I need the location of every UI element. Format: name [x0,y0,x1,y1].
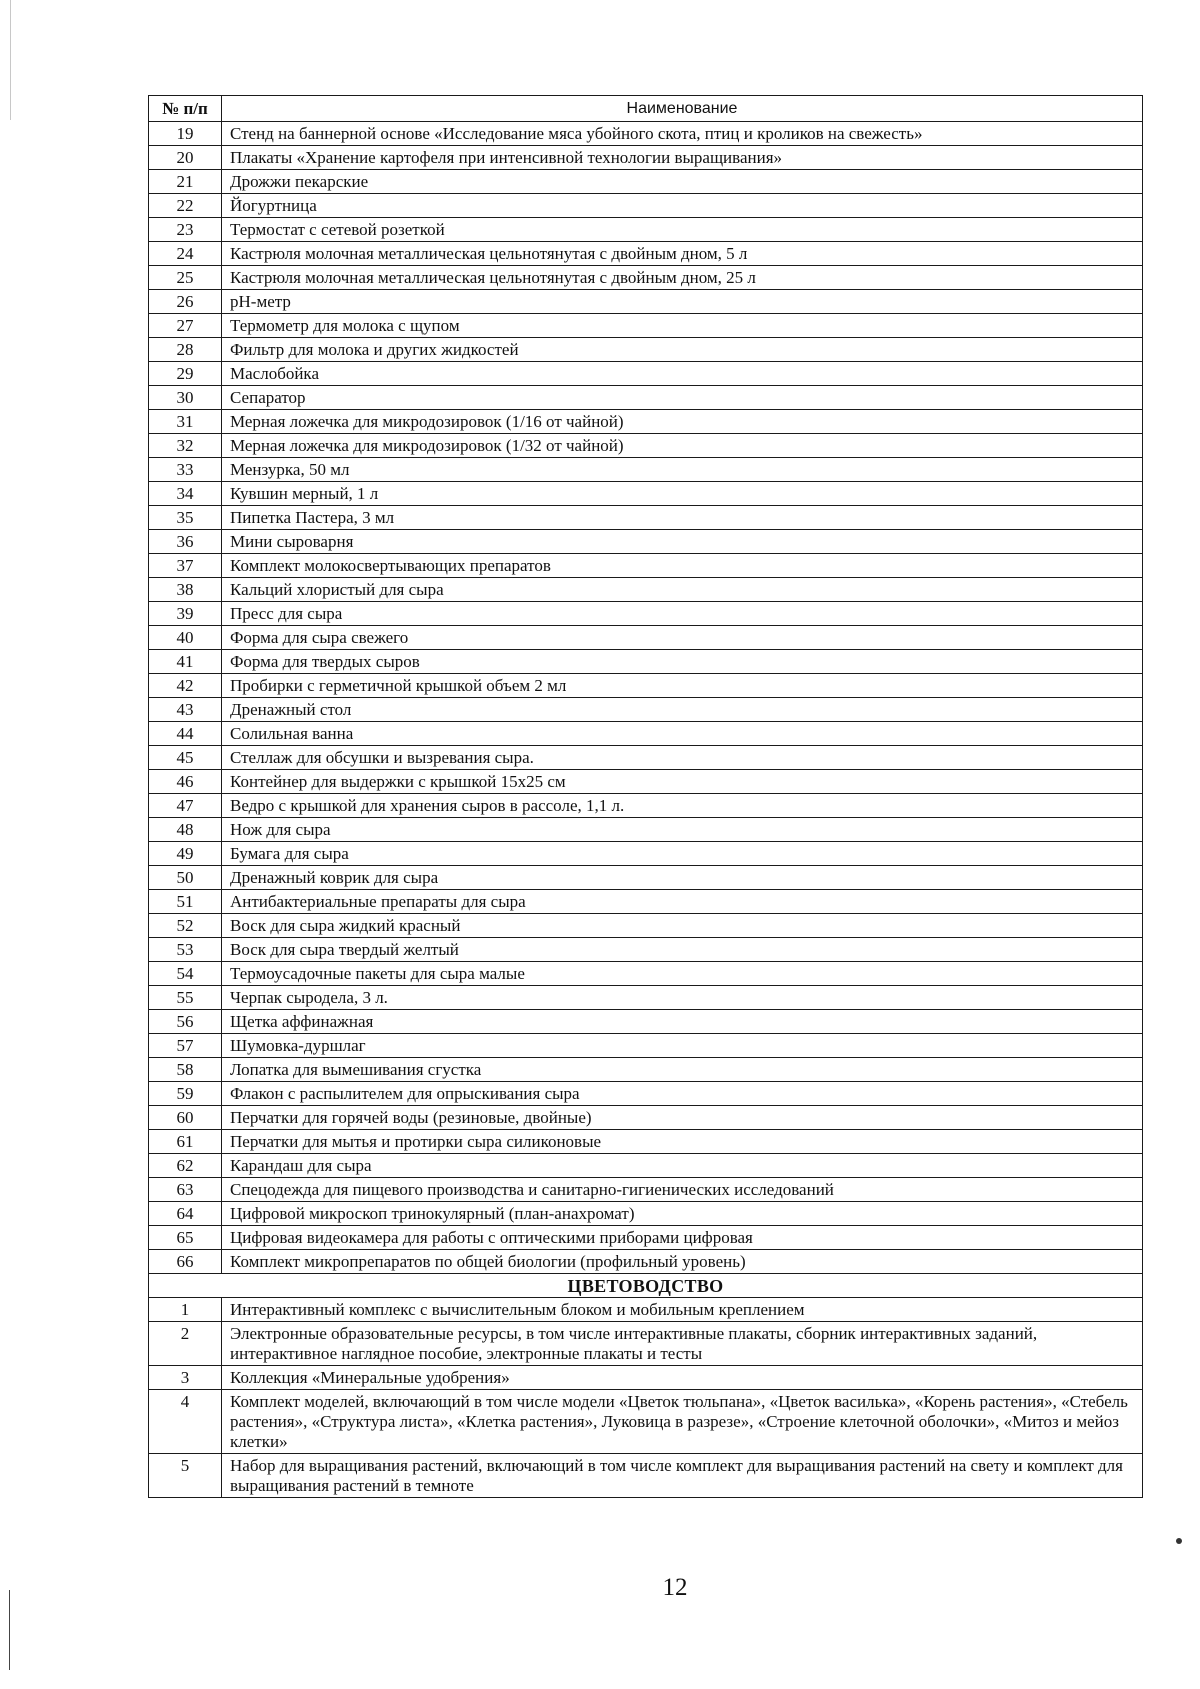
scan-edge-top [10,0,11,120]
row-name: Ведро с крышкой для хранения сыров в рассоле, 1,1 л. [222,794,1143,818]
table-row [149,890,1143,914]
row-number: 42 [149,674,222,698]
row-number: 61 [149,1130,222,1154]
table-body-main [149,122,1143,1274]
row-number: 39 [149,602,222,626]
row-name: Антибактериальные препараты для сыра [222,890,1143,914]
table-row [149,1178,1143,1202]
table-row [149,530,1143,554]
table-row [149,290,1143,314]
row-name: Воск для сыра твердый желтый [222,938,1143,962]
table-row [149,434,1143,458]
row-number: 64 [149,1202,222,1226]
row-number: 35 [149,506,222,530]
table-row [149,938,1143,962]
table-row [149,698,1143,722]
table-row [149,314,1143,338]
row-number: 55 [149,986,222,1010]
table-body-section [149,1298,1143,1498]
table-row [149,506,1143,530]
table-row [149,842,1143,866]
row-number: 49 [149,842,222,866]
row-name: Флакон с распылителем для опрыскивания сыра [222,1082,1143,1106]
table-row [149,1154,1143,1178]
section-title-row [149,1274,1143,1298]
row-name: Пипетка Пастера, 3 мл [222,506,1143,530]
row-name: Дренажный стол [222,698,1143,722]
table-row [149,338,1143,362]
row-name: Черпак сыродела, 3 л. [222,986,1143,1010]
table-row [149,1298,1143,1322]
row-number: 51 [149,890,222,914]
row-number: 29 [149,362,222,386]
row-number: 3 [149,1366,222,1390]
table-row [149,1226,1143,1250]
row-name: Перчатки для мытья и протирки сыра силиконовые [222,1130,1143,1154]
table-row [149,482,1143,506]
table-row [149,362,1143,386]
table-row [149,1366,1143,1390]
row-name: Форма для твердых сыров [222,650,1143,674]
row-number: 31 [149,410,222,434]
row-name: Пробирки с герметичной крышкой объем 2 мл [222,674,1143,698]
row-number: 28 [149,338,222,362]
column-header-number: № п/п [149,96,222,122]
row-name: Солильная ванна [222,722,1143,746]
row-number: 43 [149,698,222,722]
row-name: Шумовка-дуршлаг [222,1034,1143,1058]
row-number: 58 [149,1058,222,1082]
row-number: 26 [149,290,222,314]
row-number: 23 [149,218,222,242]
row-name: Мерная ложечка для микродозировок (1/16 от чайной) [222,410,1143,434]
row-number: 27 [149,314,222,338]
row-number: 5 [149,1454,222,1498]
row-number: 44 [149,722,222,746]
table-row [149,218,1143,242]
table-row [149,1390,1143,1454]
row-name: Лопатка для вымешивания сгустка [222,1058,1143,1082]
table-section [149,1274,1143,1298]
row-number: 21 [149,170,222,194]
row-number: 63 [149,1178,222,1202]
row-name: Бумага для сыра [222,842,1143,866]
table-row [149,458,1143,482]
table-row [149,602,1143,626]
row-number: 62 [149,1154,222,1178]
row-number: 34 [149,482,222,506]
row-name: Цифровой микроскоп тринокулярный (план-анахромат) [222,1202,1143,1226]
table-row [149,1106,1143,1130]
row-name: Коллекция «Минеральные удобрения» [222,1366,1143,1390]
row-name: Фильтр для молока и других жидкостей [222,338,1143,362]
row-number: 19 [149,122,222,146]
row-name: Стеллаж для обсушки и вызревания сыра. [222,746,1143,770]
row-name: Стенд на баннерной основе «Исследование мяса убойного скота, птиц и кроликов на свежесть» [222,122,1143,146]
table-row [149,650,1143,674]
table-row [149,746,1143,770]
row-name: Дренажный коврик для сыра [222,866,1143,890]
row-number: 41 [149,650,222,674]
table-row [149,794,1143,818]
row-name: Электронные образовательные ресурсы, в том числе интерактивные плакаты, сборник интерактивных заданий, интерактивное наглядное пособие, электронные плакаты и тесты [222,1322,1143,1366]
row-name: Дрожжи пекарские [222,170,1143,194]
row-number: 36 [149,530,222,554]
row-number: 38 [149,578,222,602]
row-name: Пресс для сыра [222,602,1143,626]
table-row [149,578,1143,602]
table-row [149,986,1143,1010]
table-row [149,962,1143,986]
page-number: 12 [662,1574,688,1601]
table-row [149,1322,1143,1366]
row-name: Воск для сыра жидкий красный [222,914,1143,938]
row-name: Мини сыроварня [222,530,1143,554]
table-row [149,554,1143,578]
table-row [149,386,1143,410]
row-name: Форма для сыра свежего [222,626,1143,650]
row-number: 46 [149,770,222,794]
row-name: Кальций хлористый для сыра [222,578,1143,602]
row-number: 1 [149,1298,222,1322]
row-number: 2 [149,1322,222,1366]
row-name: Кастрюля молочная металлическая цельнотянутая с двойным дном, 25 л [222,266,1143,290]
row-name: Нож для сыра [222,818,1143,842]
row-number: 48 [149,818,222,842]
table-row [149,626,1143,650]
table-row [149,410,1143,434]
row-number: 37 [149,554,222,578]
row-number: 47 [149,794,222,818]
scan-mark [1176,1538,1182,1544]
row-name: Маслобойка [222,362,1143,386]
column-header-name: Наименование [222,96,1143,122]
table-row [149,1082,1143,1106]
row-name: Комплект молокосвертывающих препаратов [222,554,1143,578]
row-name: Карандаш для сыра [222,1154,1143,1178]
table-header-row [149,96,1143,122]
row-number: 32 [149,434,222,458]
table-row [149,770,1143,794]
row-name: Комплект микропрепаратов по общей биологии (профильный уровень) [222,1250,1143,1274]
table-row [149,242,1143,266]
row-name: Перчатки для горячей воды (резиновые, двойные) [222,1106,1143,1130]
scan-edge-bottom [9,1590,10,1670]
row-name: Мерная ложечка для микродозировок (1/32 от чайной) [222,434,1143,458]
row-number: 53 [149,938,222,962]
table-row [149,722,1143,746]
equipment-table [148,95,1143,1498]
row-number: 24 [149,242,222,266]
row-name: Мензурка, 50 мл [222,458,1143,482]
row-name: Интерактивный комплекс с вычислительным блоком и мобильным креплением [222,1298,1143,1322]
table-row [149,674,1143,698]
table-row [149,1454,1143,1498]
row-name: Термометр для молока с щупом [222,314,1143,338]
row-name: Плакаты «Хранение картофеля при интенсивной технологии выращивания» [222,146,1143,170]
table-row [149,866,1143,890]
row-name: Цифровая видеокамера для работы с оптическими приборами цифровая [222,1226,1143,1250]
table-row [149,194,1143,218]
row-number: 45 [149,746,222,770]
table-row [149,914,1143,938]
row-name: Контейнер для выдержки с крышкой 15х25 см [222,770,1143,794]
row-number: 33 [149,458,222,482]
row-name: Сепаратор [222,386,1143,410]
row-number: 65 [149,1226,222,1250]
row-number: 50 [149,866,222,890]
row-number: 57 [149,1034,222,1058]
row-number: 60 [149,1106,222,1130]
row-number: 59 [149,1082,222,1106]
table-row [149,1250,1143,1274]
row-number: 56 [149,1010,222,1034]
table-row [149,818,1143,842]
row-name: Комплект моделей, включающий в том числе модели «Цветок тюльпана», «Цветок василька», «Корень растения», «Стебель растения», «Структура листа», «Клетка растения», Луковица в разрезе», «Строение клеточной оболочки», «Митоз и мейоз клетки» [222,1390,1143,1454]
table-row [149,1058,1143,1082]
row-number: 52 [149,914,222,938]
row-name: Йогуртница [222,194,1143,218]
row-number: 54 [149,962,222,986]
row-number: 30 [149,386,222,410]
row-number: 22 [149,194,222,218]
row-number: 4 [149,1390,222,1454]
table-row [149,146,1143,170]
row-number: 40 [149,626,222,650]
row-name: Кастрюля молочная металлическая цельнотянутая с двойным дном, 5 л [222,242,1143,266]
section-title: ЦВЕТОВОДСТВО [149,1274,1143,1298]
row-number: 25 [149,266,222,290]
row-name: Термостат с сетевой розеткой [222,218,1143,242]
row-name: Набор для выращивания растений, включающий в том числе комплект для выращивания растений на свету и комплект для выращивания растений в темноте [222,1454,1143,1498]
table-row [149,122,1143,146]
table-row [149,170,1143,194]
table-row [149,1034,1143,1058]
table-row [149,1010,1143,1034]
row-number: 20 [149,146,222,170]
table-row [149,1130,1143,1154]
row-name: pH-метр [222,290,1143,314]
table-row [149,266,1143,290]
row-name: Спецодежда для пищевого производства и санитарно-гигиенических исследований [222,1178,1143,1202]
row-name: Термоусадочные пакеты для сыра малые [222,962,1143,986]
row-number: 66 [149,1250,222,1274]
row-name: Кувшин мерный, 1 л [222,482,1143,506]
row-name: Щетка аффинажная [222,1010,1143,1034]
table-row [149,1202,1143,1226]
